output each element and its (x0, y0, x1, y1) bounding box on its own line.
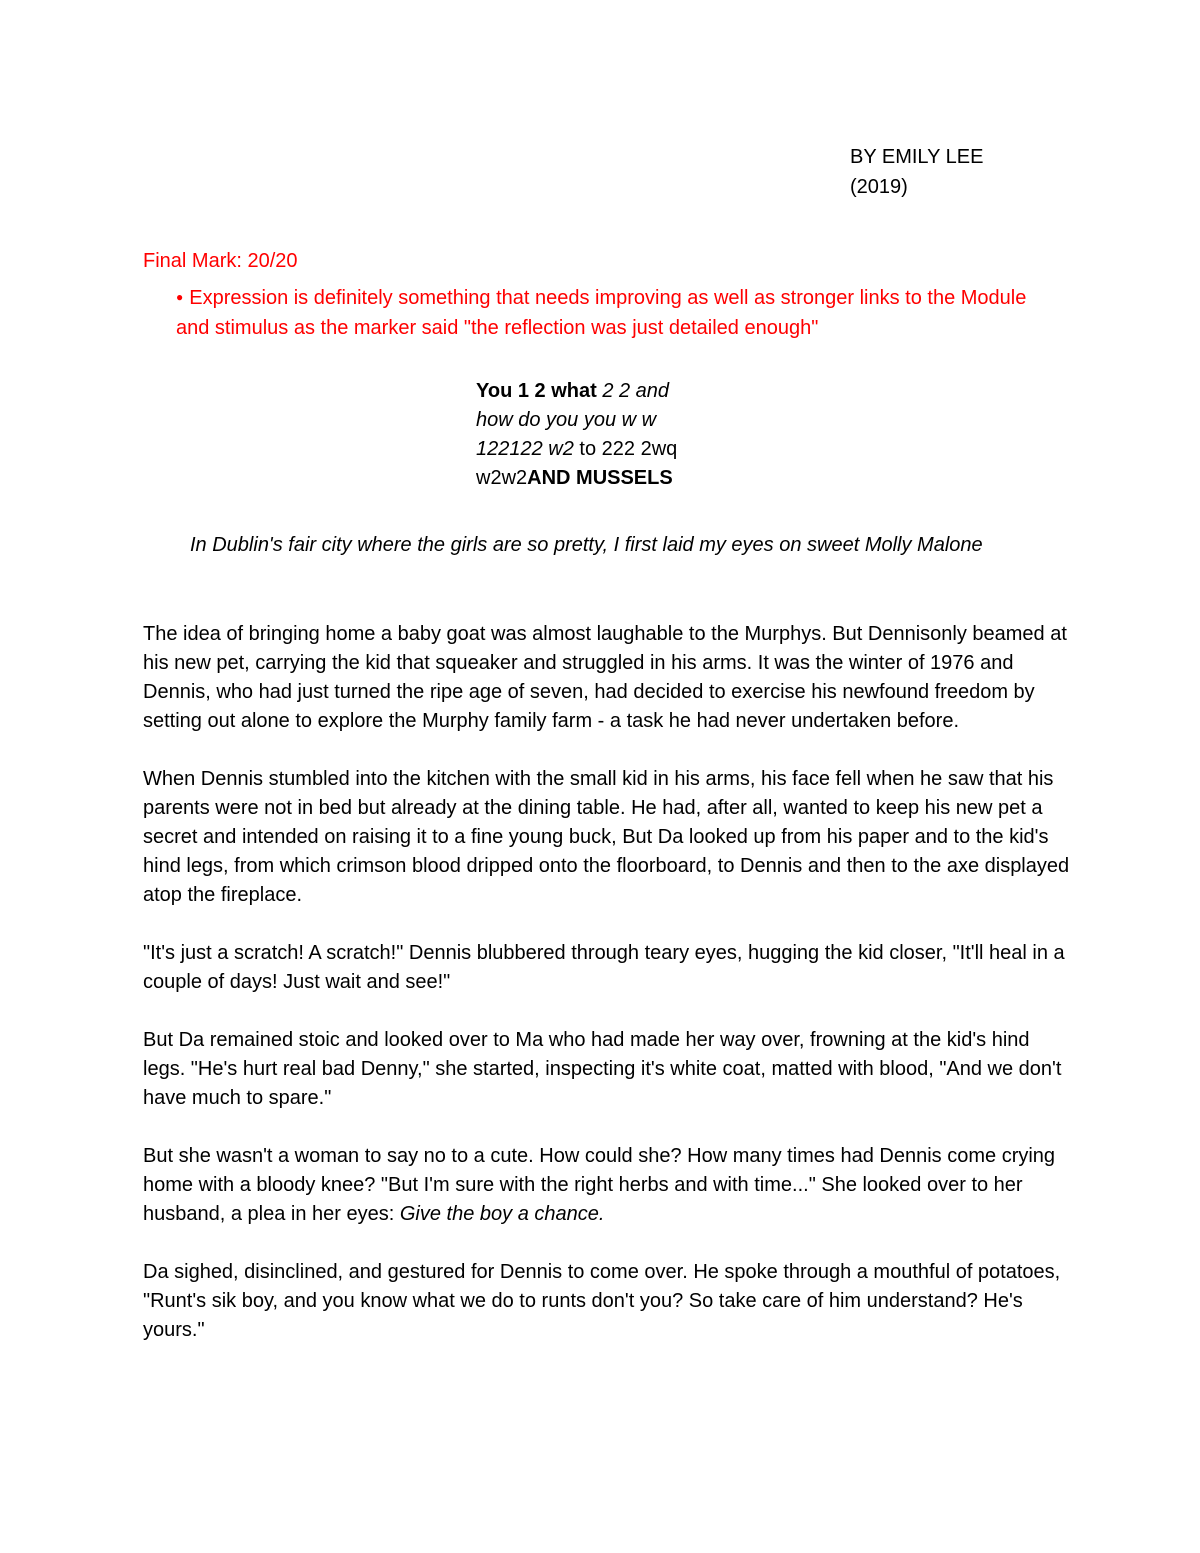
title-line-4-bold: AND MUSSELS (527, 467, 673, 489)
feedback-text: Expression is definitely something that needs improving as well as stronger links to the Module and stimulus as the marker said "the reflection was just detailed enough" (176, 287, 1027, 339)
author-name: BY EMILY LEE (850, 146, 984, 168)
paragraph: When Dennis stumbled into the kitchen with the small kid in his arms, his face fell when he saw that his parents were not in bed but already at the dining table. He had, after all, wanted to keep his new pet a secret and intended on raising it to a fine young buck, But Da looked up from his paper and to the kid's hind legs, from which crimson blood dripped onto the floorboard, to Dennis and then to the axe displayed atop the fireplace. (143, 768, 1070, 906)
paragraph: The idea of bringing home a baby goat was almost laughable to the Murphys. But Dennisonly beamed at his new pet, carrying the kid that squeaker and struggled in his arms. It was the winter of 1976 and Dennis, who had just turned the ripe age of seven, had decided to exercise his newfound freedom by setting out alone to explore the Murphy family farm - a task he had never undertaken before. (143, 623, 1067, 732)
author-year: (2019) (850, 176, 908, 198)
title-line-1-italic: 2 2 and (596, 380, 670, 402)
epigraph: In Dublin's fair city where the girls are so pretty, I first laid my eyes on sweet Molly Malone (190, 534, 983, 556)
title-line-2-italic: how do you you w w (476, 409, 657, 431)
paragraph (143, 1142, 1073, 1229)
title-line-1 (476, 377, 677, 406)
story-title (476, 377, 677, 493)
title-line-4 (476, 464, 677, 493)
title-line-3-plain: to 222 2wq (573, 438, 678, 460)
title-line-3 (476, 435, 677, 464)
paragraph-5-italic: Give the boy a chance. (399, 1203, 605, 1225)
final-mark: Final Mark: 20/20 (143, 250, 298, 272)
paragraph: But Da remained stoic and looked over to Ma who had made her way over, frowning at the kid's hind legs. "He's hurt real bad Denny," she started, inspecting it's white coat, matted with blood, "And we don't have much to spare." (143, 1029, 1062, 1109)
title-line-1-bold: You 1 2 what (476, 380, 597, 402)
byline (850, 142, 983, 202)
paragraph: Da sighed, disinclined, and gestured for Dennis to come over. He spoke through a mouthful of potatoes, "Runt's sik boy, and you know what we do to runts don't you? So take care of him understand? He's yours." (143, 1261, 1061, 1341)
bullet-icon: ● (176, 290, 184, 304)
feedback-note (176, 282, 1036, 343)
paragraph: "It's just a scratch! A scratch!" Dennis blubbered through teary eyes, hugging the kid closer, "It'll heal in a couple of days! Just wait and see!" (143, 942, 1065, 993)
title-line-3-italic: 122122 w2 (476, 438, 574, 460)
paragraph-5-text: But she wasn't a woman to say no to a cute. How could she? How many times had Dennis come crying home with a bloody knee? "But I'm sure with the right herbs and with time..." She looked over to her husband, a plea in her eyes: (143, 1145, 1056, 1225)
title-line-2 (476, 406, 677, 435)
story-body (143, 620, 1073, 1374)
title-line-4-plain: w2w2 (476, 467, 528, 489)
